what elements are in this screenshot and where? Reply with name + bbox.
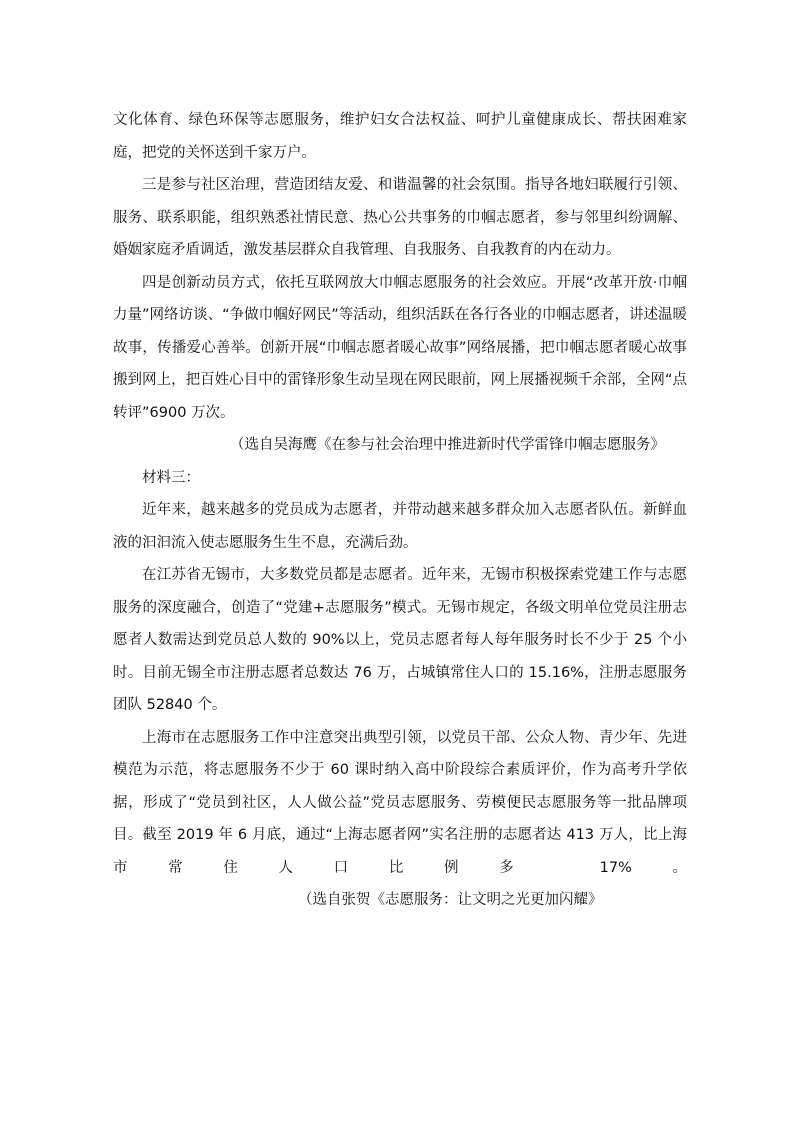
paragraph-mobilization: 四是创新动员方式，依托互联网放大巾帼志愿服务的社会效应。开展“改革开放·巾帼力量”网络访谈、“争做巾帼好网民”等活动，组织活跃在各行各业的巾帼志愿者，讲述温暖故事，传播爱心善举。创新开展“巾帼志愿者暖心故事”网络展播，把巾帼志愿者暖心故事搬到网上，把百姓心目中的雷锋形象生动呈现在网民眼前，网上展播视频千余部，全网“点转评”6900 万次。: [113, 274, 687, 421]
document-page: [113, 104, 687, 917]
source-citation-zhang: （选自张贺《志愿服务：让文明之光更加闪耀》: [298, 892, 603, 908]
paragraph-community-governance: 三是参与社区治理，营造团结友爱、和谐温馨的社会氛围。指导各地妇联履行引领、服务、联系职能，组织熟悉社情民意、热心公共事务的巾帼志愿者，参与邻里纠纷调解、婚姻家庭矛盾调适，激发基层群众自我管理、自我服务、自我教育的内在动力。: [113, 177, 687, 258]
shanghai-text: 上海市在志愿服务工作中注意突出典型引领，以党员干部、公众人物、青少年、先进模范为示范，将志愿服务不少于 60 课时纳入高中阶段综合素质评价，作为高考升学依据，形成了“党员到社区，人人做公益”党员志愿服务、劳模便民志愿服务等一批品牌项目。截至 2019 年 6 月底，通过“上海志愿者网”实名注册的志愿者达 413 万人，比上海市常住人口比例多 17%。: [113, 729, 687, 876]
source-citation-wu: （选自吴海鹰《在参与社会治理中推进新时代学雷锋巾帼志愿服务》: [230, 437, 665, 453]
paragraph-wuxi: 在江苏省无锡市，大多数党员都是志愿者。近年来，无锡市积极探索党建工作与志愿服务的深度融合，创造了“党建+志愿服务”模式。无锡市规定，各级文明单位党员注册志愿者人数需达到党员总人数的 90%以上，党员志愿者每人每年服务时长不少于 25 个小时。目前无锡全市注册志愿者总数达 76 万，占城镇常住人口的 15.16%，注册志愿服务团队 52840 个。: [113, 567, 687, 713]
paragraph-party-volunteers: 近年来，越来越多的党员成为志愿者，并带动越来越多群众加入志愿者队伍。新鲜血液的汩汩流入使志愿服务生生不息，充满后劲。: [113, 502, 687, 551]
material-three-label: 材料三：: [142, 469, 200, 486]
paragraph-shanghai: [113, 722, 687, 917]
paragraph-continued: 文化体育、绿色环保等志愿服务，维护妇女合法权益、呵护儿童健康成长、帮扶困难家庭，把党的关怀送到千家万户。: [113, 112, 687, 161]
